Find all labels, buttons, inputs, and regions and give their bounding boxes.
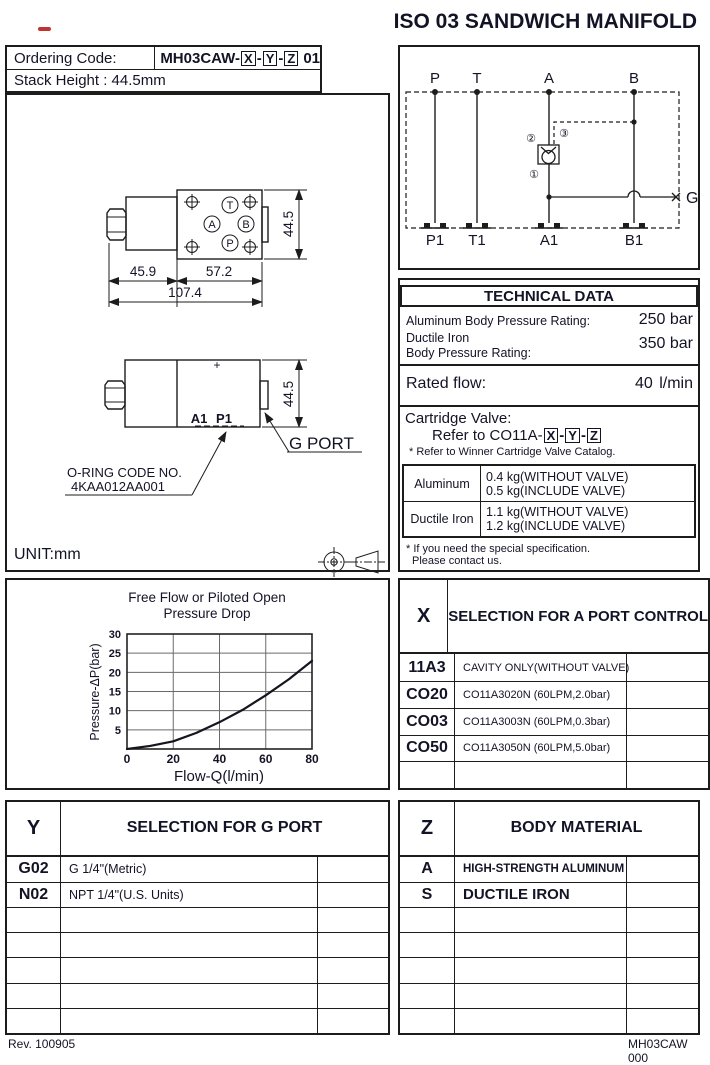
table-row bbox=[7, 983, 388, 1008]
oring-code-number: 4KAA012AA001 bbox=[71, 479, 165, 494]
option-code bbox=[400, 984, 455, 1008]
option-desc: CO11A3003N (60LPM,0.3bar) bbox=[455, 709, 627, 735]
option-desc: CO11A3020N (60LPM,2.0bar) bbox=[455, 682, 627, 708]
option-code bbox=[7, 1009, 61, 1033]
callout-3: ③ bbox=[559, 128, 569, 140]
blank-cell bbox=[318, 883, 388, 907]
pilot-check-valve bbox=[538, 145, 559, 164]
ordering-code-prefix: MH03CAW- bbox=[160, 49, 241, 67]
manifold-side-view bbox=[65, 358, 362, 495]
hydraulic-schematic-svg bbox=[400, 47, 698, 268]
label-p1: P1 bbox=[216, 411, 232, 426]
cartridge-box-x: X bbox=[544, 428, 559, 443]
dim-total: 107.4 bbox=[168, 285, 202, 300]
table-y-header bbox=[7, 802, 388, 857]
divider bbox=[400, 364, 698, 366]
option-code: 11A3 bbox=[400, 654, 455, 681]
revision-text: Rev. 100905 bbox=[8, 1037, 76, 1051]
table-row bbox=[400, 761, 708, 788]
y-tick-label: 5 bbox=[114, 724, 121, 737]
table-y-title: SELECTION FOR G PORT bbox=[126, 819, 323, 837]
option-code: CO50 bbox=[400, 736, 455, 762]
ordering-code-suffix: 01 bbox=[303, 49, 320, 67]
table-row bbox=[7, 957, 388, 982]
table-row bbox=[7, 882, 388, 907]
table-row bbox=[400, 708, 708, 735]
special-spec-note-1: * If you need the special specification. bbox=[406, 543, 591, 555]
x-tick-label: 80 bbox=[305, 752, 319, 766]
x-tick-label: 40 bbox=[212, 752, 227, 766]
blank-cell bbox=[318, 933, 388, 957]
option-code bbox=[7, 984, 61, 1008]
schematic-port-t1: T1 bbox=[468, 232, 486, 249]
option-code bbox=[400, 908, 455, 932]
blank-cell bbox=[627, 933, 698, 957]
option-desc: HIGH-STRENGTH ALUMINUM bbox=[455, 857, 627, 882]
port-letter-a: A bbox=[208, 219, 216, 231]
unit-label: UNIT:mm bbox=[14, 546, 81, 563]
schematic-port-a1: A1 bbox=[539, 232, 559, 249]
x-tick-label: 60 bbox=[259, 752, 273, 766]
hex-nut bbox=[107, 209, 126, 240]
option-code: N02 bbox=[7, 883, 61, 907]
ordering-code-block bbox=[5, 45, 322, 93]
table-row bbox=[7, 932, 388, 957]
chart-title-line1: Free Flow or Piloted Open bbox=[128, 590, 286, 605]
dimension-drawings-block bbox=[5, 93, 390, 572]
ductile-pressure-label-1: Ductile Iron bbox=[406, 331, 470, 345]
chart-x-axis-label: Flow-Q(l/min) bbox=[174, 768, 264, 785]
option-desc: CAVITY ONLY(WITHOUT VALVE) bbox=[455, 654, 627, 681]
blank-cell bbox=[627, 908, 698, 932]
option-desc bbox=[61, 1009, 318, 1033]
ductile-pressure-label-2: Body Pressure Rating: bbox=[406, 346, 532, 360]
chart-plot-area bbox=[109, 629, 319, 766]
cartridge-catalog-note: * Refer to Winner Cartridge Valve Catalog. bbox=[409, 446, 616, 458]
x-tick-label: 0 bbox=[123, 752, 131, 766]
blank-cell bbox=[627, 736, 708, 762]
cartridge-refer-prefix: Refer to CO11A- bbox=[432, 427, 543, 444]
blank-cell bbox=[627, 883, 698, 907]
option-desc bbox=[455, 762, 627, 788]
label-a1: A1 bbox=[190, 411, 208, 426]
option-code bbox=[400, 958, 455, 982]
option-code bbox=[7, 958, 61, 982]
weight-without-valve: 0.4 kg(WITHOUT VALVE) bbox=[486, 469, 629, 484]
dimension-drawings-svg bbox=[7, 95, 388, 570]
blank-cell bbox=[318, 984, 388, 1008]
y-tick-label: 25 bbox=[108, 648, 121, 661]
option-code bbox=[400, 762, 455, 788]
blank-cell bbox=[627, 1009, 698, 1033]
g-port-label: G PORT bbox=[289, 434, 354, 453]
table-row bbox=[400, 957, 698, 982]
option-code bbox=[7, 908, 61, 932]
table-z-code-header: Z bbox=[400, 802, 455, 855]
gauge-line bbox=[546, 191, 680, 201]
weight-without-valve: 1.1 kg(WITHOUT VALVE) bbox=[486, 505, 629, 519]
weight-include-valve: 0.5 kg(INCLUDE VALVE) bbox=[486, 483, 626, 498]
option-desc bbox=[455, 958, 627, 982]
blank-cell bbox=[318, 857, 388, 882]
hex-nut bbox=[105, 381, 125, 409]
table-row bbox=[400, 907, 698, 932]
blank-cell bbox=[627, 857, 698, 882]
technical-data-header: TECHNICAL DATA bbox=[400, 285, 698, 307]
table-row bbox=[7, 907, 388, 932]
weight-include-valve: 1.2 kg(INCLUDE VALVE) bbox=[486, 519, 626, 533]
option-desc bbox=[61, 958, 318, 982]
blank-cell bbox=[627, 654, 708, 681]
rated-flow-label: Rated flow: bbox=[406, 375, 487, 392]
code-separator: - bbox=[278, 49, 284, 67]
ordering-code-box-y: Y bbox=[263, 51, 278, 66]
table-row bbox=[400, 882, 698, 907]
port-feet bbox=[421, 223, 648, 228]
blank-cell bbox=[318, 908, 388, 932]
aluminum-pressure-label: Aluminum Body Pressure Rating: bbox=[406, 314, 591, 328]
weight-values bbox=[481, 502, 694, 536]
blank-cell bbox=[627, 762, 708, 788]
option-code: CO03 bbox=[400, 709, 455, 735]
projection-symbols bbox=[318, 547, 385, 577]
table-x-title: SELECTION FOR A PORT CONTROL bbox=[448, 607, 708, 625]
rated-flow-unit: l/min bbox=[659, 375, 693, 392]
ordering-code-box-x: X bbox=[241, 51, 256, 66]
table-row bbox=[400, 654, 708, 681]
ordering-code-label: Ordering Code: bbox=[7, 47, 155, 69]
code-separator: - bbox=[559, 427, 565, 444]
option-desc bbox=[455, 984, 627, 1008]
cartridge-valve-title: Cartridge Valve: bbox=[405, 410, 512, 427]
dim-height-side-view: 44.5 bbox=[281, 380, 296, 408]
oring-code-label: O-RING CODE NO. bbox=[67, 465, 182, 480]
option-code: A bbox=[400, 857, 455, 882]
weight-table bbox=[402, 464, 696, 538]
option-desc bbox=[455, 933, 627, 957]
table-x-header bbox=[400, 580, 708, 654]
table-z-title: BODY MATERIAL bbox=[510, 819, 643, 837]
page-title: ISO 03 SANDWICH MANIFOLD bbox=[393, 10, 697, 33]
y-tick-label: 15 bbox=[108, 686, 121, 699]
table-row bbox=[400, 681, 708, 708]
material-label: Aluminum bbox=[404, 466, 481, 501]
g-port-selection-table bbox=[5, 800, 390, 1035]
red-dash-mark bbox=[38, 27, 51, 31]
technical-data-block bbox=[398, 278, 700, 572]
callout-1: ① bbox=[529, 169, 539, 181]
blank-cell bbox=[627, 984, 698, 1008]
body-material-table bbox=[398, 800, 700, 1035]
pressure-drop-chart bbox=[7, 580, 388, 788]
x-tick-label: 20 bbox=[166, 752, 180, 766]
y-tick-label: 20 bbox=[108, 667, 121, 680]
schematic-port-b: B bbox=[628, 70, 640, 87]
option-desc: G 1/4"(Metric) bbox=[61, 857, 318, 882]
option-desc bbox=[455, 1009, 627, 1033]
schematic-port-p: P bbox=[429, 70, 441, 87]
cartridge-box-y: Y bbox=[565, 428, 580, 443]
option-desc: DUCTILE IRON bbox=[455, 883, 627, 907]
port-letter-t: T bbox=[226, 200, 234, 212]
option-code bbox=[7, 933, 61, 957]
ordering-code-value bbox=[155, 50, 320, 67]
option-desc: NPT 1/4"(U.S. Units) bbox=[61, 883, 318, 907]
port-letter-p: P bbox=[226, 238, 234, 250]
code-separator: - bbox=[256, 49, 262, 67]
ordering-code-box-z: Z bbox=[284, 51, 298, 66]
cartridge-box-z: Z bbox=[587, 428, 601, 443]
schematic-port-p1: P1 bbox=[425, 232, 445, 249]
option-code bbox=[400, 933, 455, 957]
weight-values bbox=[481, 466, 694, 501]
y-tick-label: 30 bbox=[108, 629, 121, 641]
option-code: G02 bbox=[7, 857, 61, 882]
a-port-control-selection-table bbox=[398, 578, 710, 790]
table-row bbox=[7, 1008, 388, 1033]
dim-left: 45.9 bbox=[129, 264, 157, 279]
ordering-code-row bbox=[7, 47, 320, 70]
schematic-port-a: A bbox=[543, 70, 555, 87]
cartridge-refer-line bbox=[432, 427, 602, 444]
table-row bbox=[400, 932, 698, 957]
hydraulic-schematic-block bbox=[398, 45, 700, 270]
flow-lines bbox=[435, 92, 634, 223]
option-desc bbox=[61, 933, 318, 957]
table-row bbox=[400, 1008, 698, 1033]
blank-cell bbox=[627, 958, 698, 982]
chart-title-line2: Pressure Drop bbox=[163, 606, 251, 621]
option-desc: CO11A3050N (60LPM,5.0bar) bbox=[455, 736, 627, 762]
code-separator: - bbox=[580, 427, 586, 444]
divider bbox=[400, 405, 698, 407]
blank-cell bbox=[318, 1009, 388, 1033]
material-label: Ductile Iron bbox=[404, 502, 481, 536]
schematic-g-label: G bbox=[686, 190, 699, 207]
option-desc bbox=[61, 908, 318, 932]
stack-height-row: Stack Height : 44.5mm bbox=[14, 72, 166, 89]
port-letter-b: B bbox=[242, 219, 250, 231]
plus-mark: + bbox=[213, 358, 221, 372]
valve-block bbox=[126, 197, 177, 250]
option-code: CO20 bbox=[400, 682, 455, 708]
dim-height-top-view: 44.5 bbox=[281, 210, 296, 238]
callout-2: ② bbox=[526, 133, 536, 145]
ductile-pressure-value: 350 bar bbox=[638, 335, 693, 352]
pressure-drop-chart-block bbox=[5, 578, 390, 790]
g-port-tab bbox=[260, 381, 268, 409]
option-desc bbox=[455, 908, 627, 932]
table-row bbox=[400, 857, 698, 882]
table-x-code-header: X bbox=[400, 580, 448, 652]
manifold-top-view bbox=[107, 190, 307, 307]
document-number-text: MH03CAW 000 bbox=[628, 1037, 688, 1065]
option-code bbox=[400, 1009, 455, 1033]
option-desc bbox=[61, 984, 318, 1008]
option-code: S bbox=[400, 883, 455, 907]
table-row bbox=[400, 735, 708, 762]
table-row bbox=[7, 857, 388, 882]
blank-cell bbox=[627, 709, 708, 735]
y-tick-label: 10 bbox=[108, 705, 121, 718]
blank-cell bbox=[627, 682, 708, 708]
aluminum-pressure-value: 250 bar bbox=[638, 311, 693, 328]
blank-cell bbox=[318, 958, 388, 982]
rated-flow-value: 40 bbox=[635, 375, 653, 392]
schematic-port-t: T bbox=[472, 70, 482, 87]
weight-row-aluminum bbox=[404, 466, 694, 501]
schematic-port-b1: B1 bbox=[624, 232, 644, 249]
table-z-header bbox=[400, 802, 698, 857]
dim-right: 57.2 bbox=[205, 264, 233, 279]
table-y-code-header: Y bbox=[7, 802, 61, 855]
weight-row-ductile-iron bbox=[404, 501, 694, 536]
chart-y-axis-label: Pressure-ΔP(bar) bbox=[88, 643, 102, 741]
table-row bbox=[400, 983, 698, 1008]
g-port-tab bbox=[262, 207, 268, 242]
special-spec-note-2: Please contact us. bbox=[412, 555, 502, 567]
